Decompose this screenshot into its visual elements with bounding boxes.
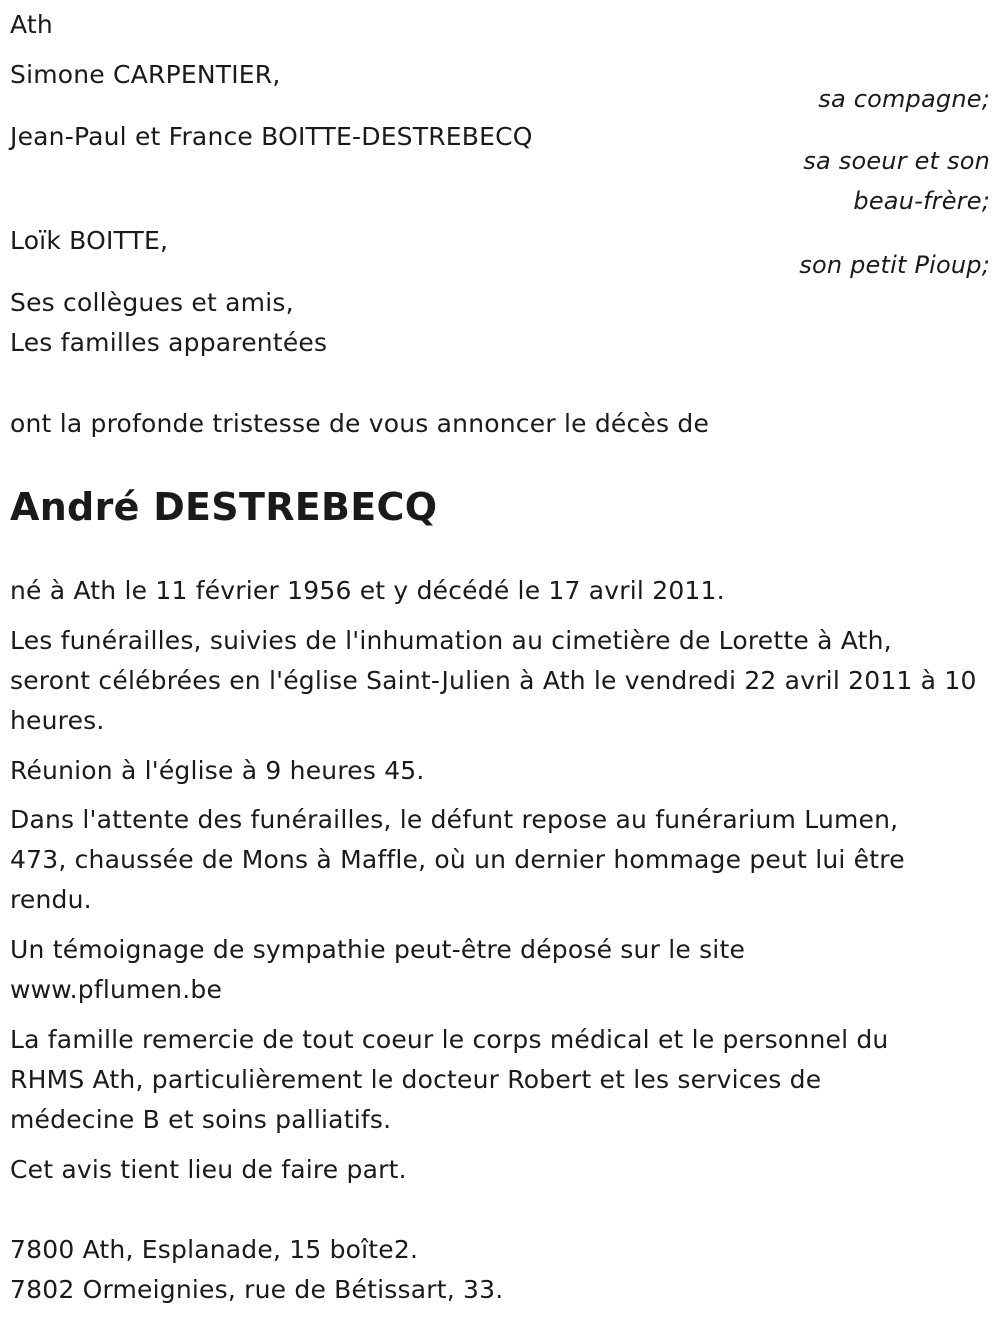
birth-death-text: né à Ath le 11 février 1956 et y décédé le 17 avril 2011. xyxy=(10,576,725,605)
other-mourners: Ses collègues et amis, xyxy=(10,288,294,317)
sympathy-text: Un témoignage de sympathie peut-être déposé sur le site xyxy=(10,935,746,964)
thanks-text: médecine B et soins palliatifs. xyxy=(10,1105,392,1134)
notice-text: Cet avis tient lieu de faire part. xyxy=(10,1155,407,1184)
repose-text: Dans l'attente des funérailles, le défunt repose au funérarium Lumen, xyxy=(10,805,899,834)
funeral-text: seront célébrées en l'église Saint-Julien à Ath le vendredi 22 avril 2011 à 10 xyxy=(10,666,977,695)
address-line: 7802 Ormeignies, rue de Bétissart, 33. xyxy=(10,1275,504,1304)
thanks-text: RHMS Ath, particulièrement le docteur Robert et les services de xyxy=(10,1065,822,1094)
mourner-relation: son petit Pioup; xyxy=(799,251,990,279)
address-line: 7800 Ath, Esplanade, 15 boîte2. xyxy=(10,1235,419,1264)
mourner-name: Jean-Paul et France BOITTE-DESTREBECQ xyxy=(10,122,533,151)
repose-text: rendu. xyxy=(10,885,92,914)
funeral-text: Les funérailles, suivies de l'inhumation au cimetière de Lorette à Ath, xyxy=(10,626,892,655)
mourner-name: Loïk BOITTE, xyxy=(10,226,169,255)
funeral-text: heures. xyxy=(10,706,105,735)
location-heading: Ath xyxy=(10,10,53,39)
mourner-name: Simone CARPENTIER, xyxy=(10,60,281,89)
sympathy-website: www.pflumen.be xyxy=(10,975,223,1004)
repose-text: 473, chaussée de Mons à Maffle, où un dernier hommage peut lui être xyxy=(10,845,905,874)
meeting-text: Réunion à l'église à 9 heures 45. xyxy=(10,756,425,785)
mourner-relation: beau-frère; xyxy=(853,187,990,215)
mourner-relation: sa compagne; xyxy=(818,85,990,113)
other-mourners: Les familles apparentées xyxy=(10,328,328,357)
deceased-name: André DESTREBECQ xyxy=(10,485,438,529)
announcement-text: ont la profonde tristesse de vous annoncer le décès de xyxy=(10,409,710,438)
mourner-relation: sa soeur et son xyxy=(803,147,990,175)
thanks-text: La famille remercie de tout coeur le corps médical et le personnel du xyxy=(10,1025,889,1054)
